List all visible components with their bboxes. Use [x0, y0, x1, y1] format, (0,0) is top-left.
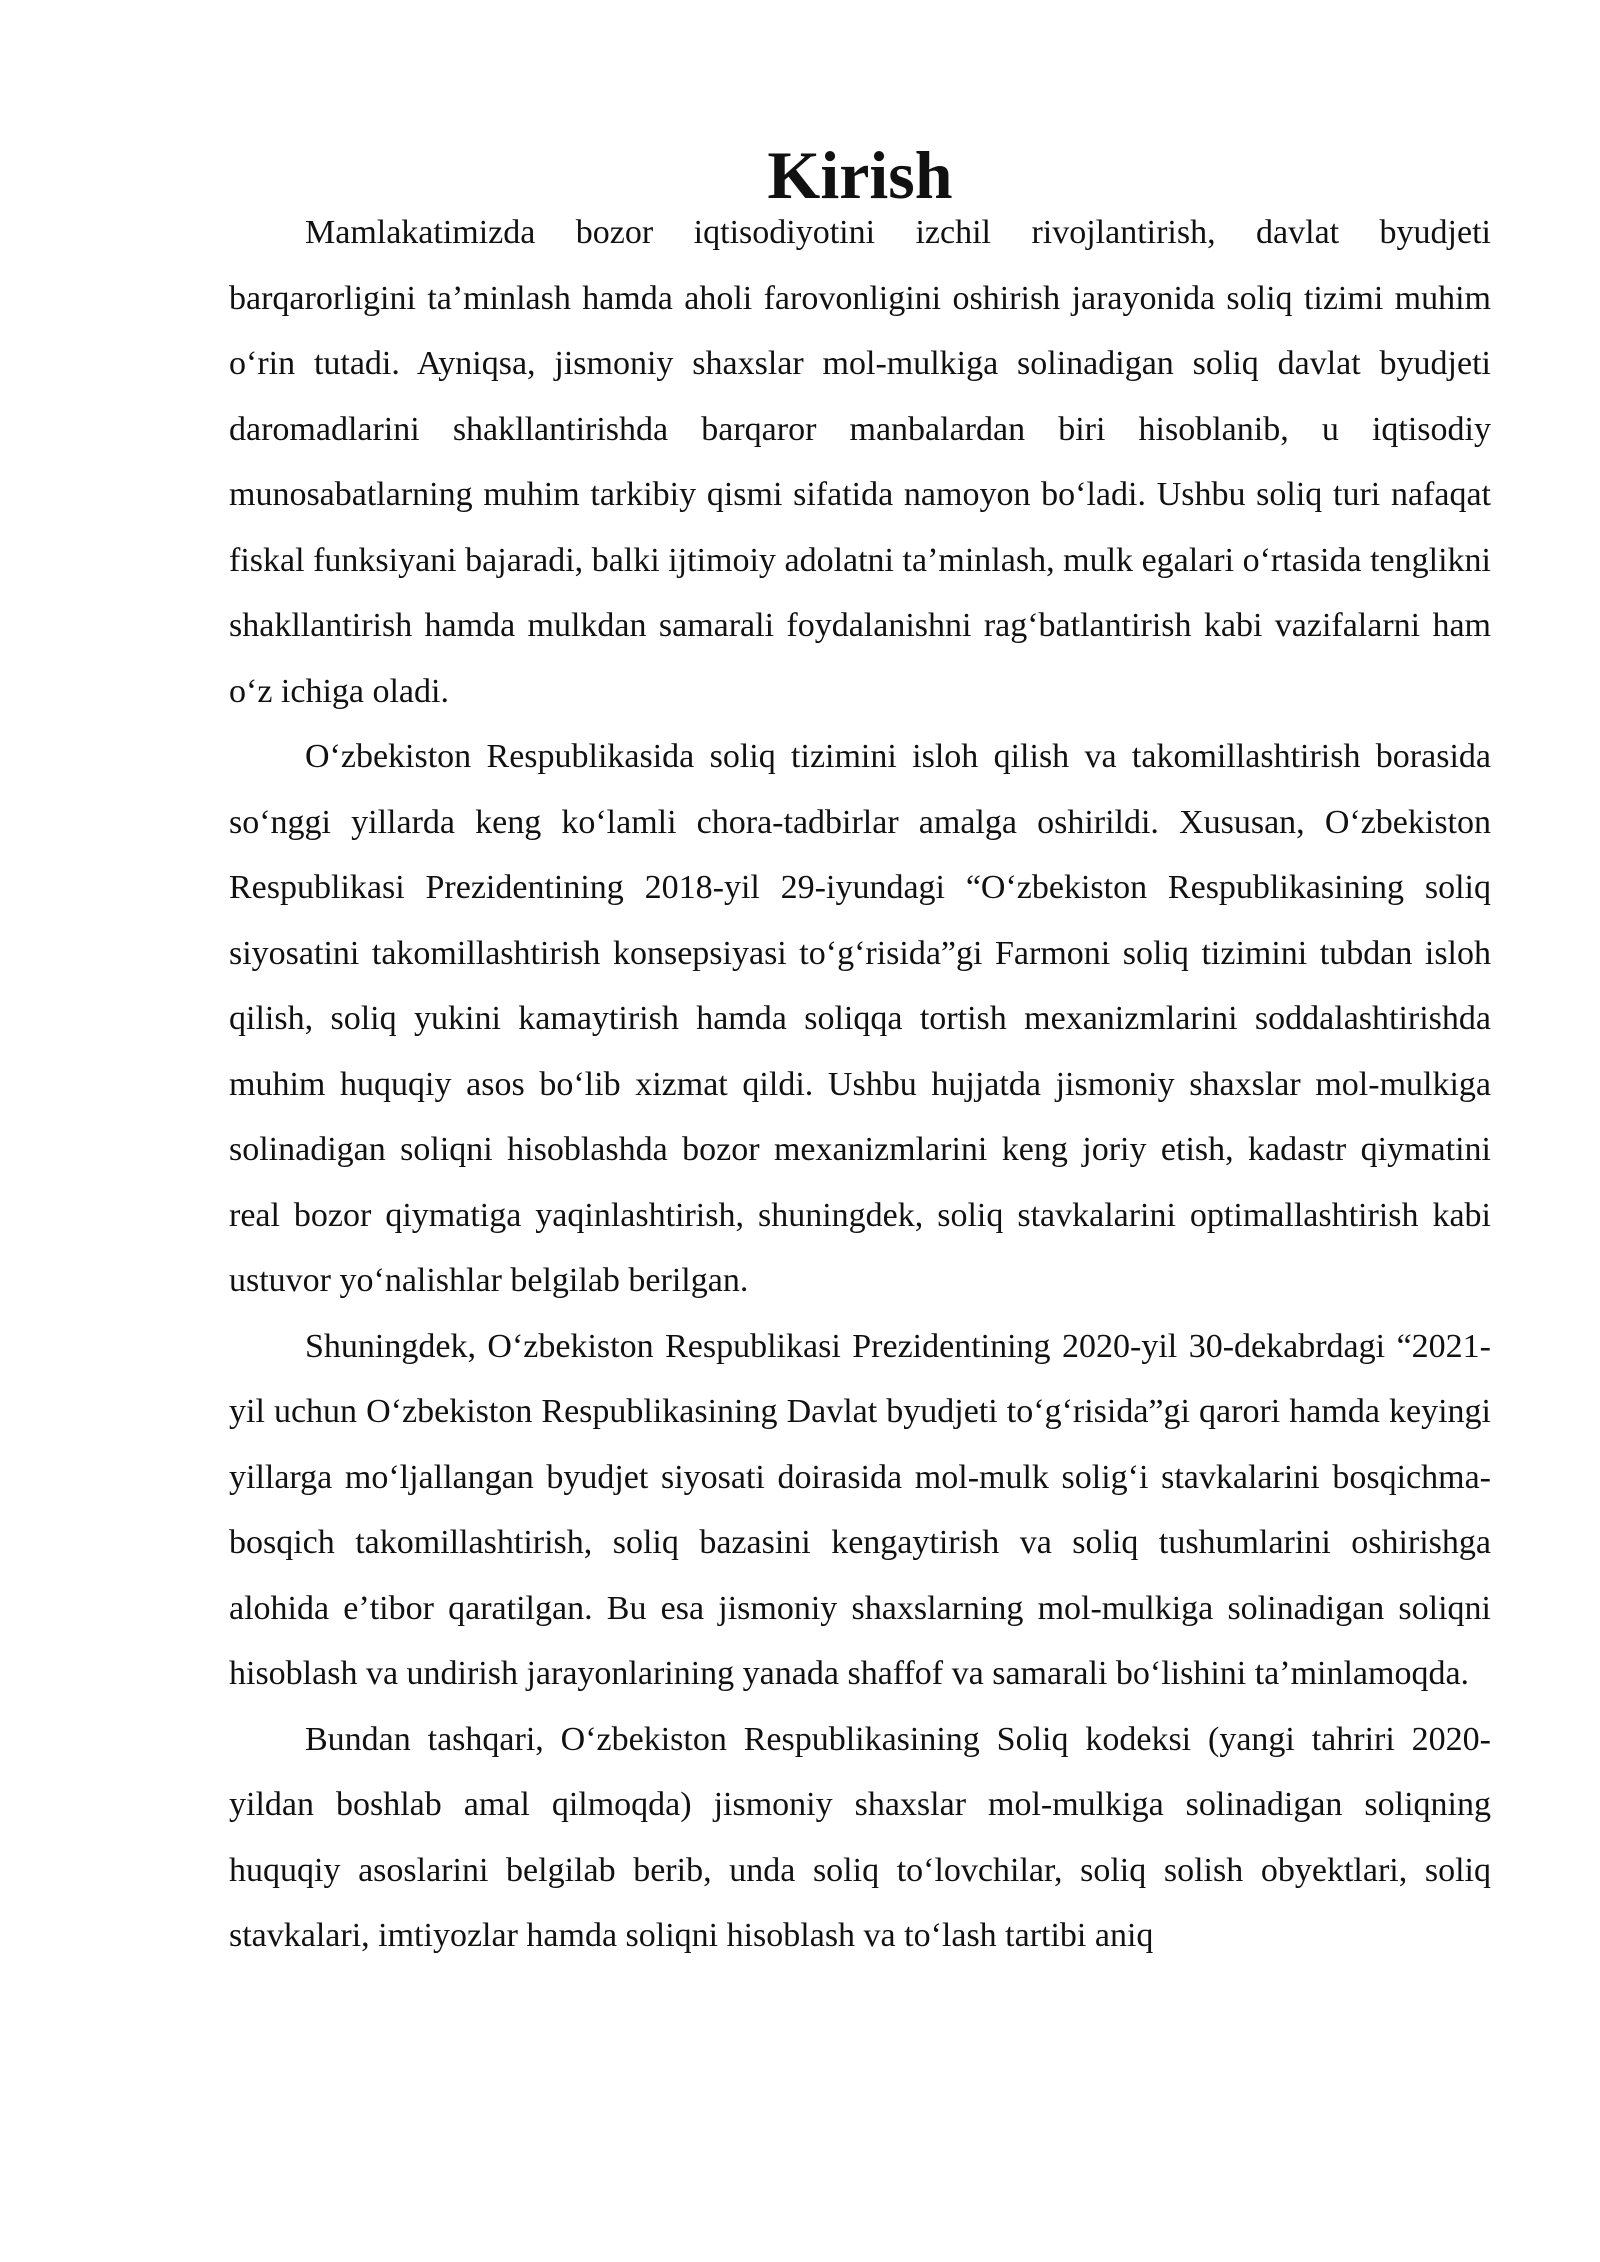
paragraph: Shuningdek, Oʻzbekiston Respublikasi Prezidentining 2020-yil 30-dekabrdagi “2021-yil uchun Oʻzbekiston Respublikasining Davlat byudjeti toʻgʻrisida”gi qarori hamda keyingi yillarga moʻljallangan byudjet siyosati doirasida mol-mulk soligʻi stavkalarini bosqichma-bosqich takomillashtirish, soliq bazasini kengaytirish va soliq tushumlarini oshirishga alohida eʼtibor qaratilgan. Bu esa jismoniy shaxslarning mol-mulkiga solinadigan soliqni hisoblash va undirish jarayonlarining yanada shaffof va samarali boʻlishini taʼminlamoqda. [229, 1327, 1491, 1692]
paragraph: Bundan tashqari, Oʻzbekiston Respublikasining Soliq kodeksi (yangi tahriri 2020-yildan boshlab amal qilmoqda) jismoniy shaxslar mol-mulkiga solinadigan soliqning huquqiy asoslarini belgilab berib, unda soliq toʻlovchilar, soliq solish obyektlari, soliq stavkalari, imtiyozlar hamda soliqni hisoblash va toʻlash tartibi aniq [229, 1720, 1491, 1954]
paragraph: Mamlakatimizda bozor iqtisodiyotini izchil rivojlantirish, davlat byudjeti barqarorligini taʼminlash hamda aholi farovonligini oshirish jarayonida soliq tizimi muhim oʻrin tutadi. Ayniqsa, jismoniy shaxslar mol-mulkiga solinadigan soliq davlat byudjeti daromadlarini shakllantirishda barqaror manbalardan biri hisoblanib, u iqtisodiy munosabatlarning muhim tarkibiy qismi sifatida namoyon boʻladi. Ushbu soliq turi nafaqat fiskal funksiyani bajaradi, balki ijtimoiy adolatni taʼminlash, mulk egalari oʻrtasida tenglikni shakllantirish hamda mulkdan samarali foydalanishni ragʻbatlantirish kabi vazifalarni ham oʻz ichiga oladi. [229, 214, 1491, 710]
paragraph: Oʻzbekiston Respublikasida soliq tizimini isloh qilish va takomillashtirish borasida soʻnggi yillarda keng koʻlamli chora-tadbirlar amalga oshirildi. Xususan, Oʻzbekiston Respublikasi Prezidentining 2018-yil 29-iyundagi “Oʻzbekiston Respublikasining soliq siyosatini takomillashtirish konsepsiyasi toʻgʻrisida”gi Farmoni soliq tizimini tubdan isloh qilish, soliq yukini kamaytirish hamda soliqqa tortish mexanizmlarini soddalashtirishda muhim huquqiy asos boʻlib xizmat qildi. Ushbu hujjatda jismoniy shaxslar mol-mulkiga solinadigan soliqni hisoblashda bozor mexanizmlarini keng joriy etish, kadastr qiymatini real bozor qiymatiga yaqinlashtirish, shuningdek, soliq stavkalarini optimallashtirish kabi ustuvor yoʻnalishlar belgilab berilgan. [229, 738, 1491, 1299]
section-heading: Kirish [767, 137, 953, 213]
document-page [229, 137, 1491, 1969]
